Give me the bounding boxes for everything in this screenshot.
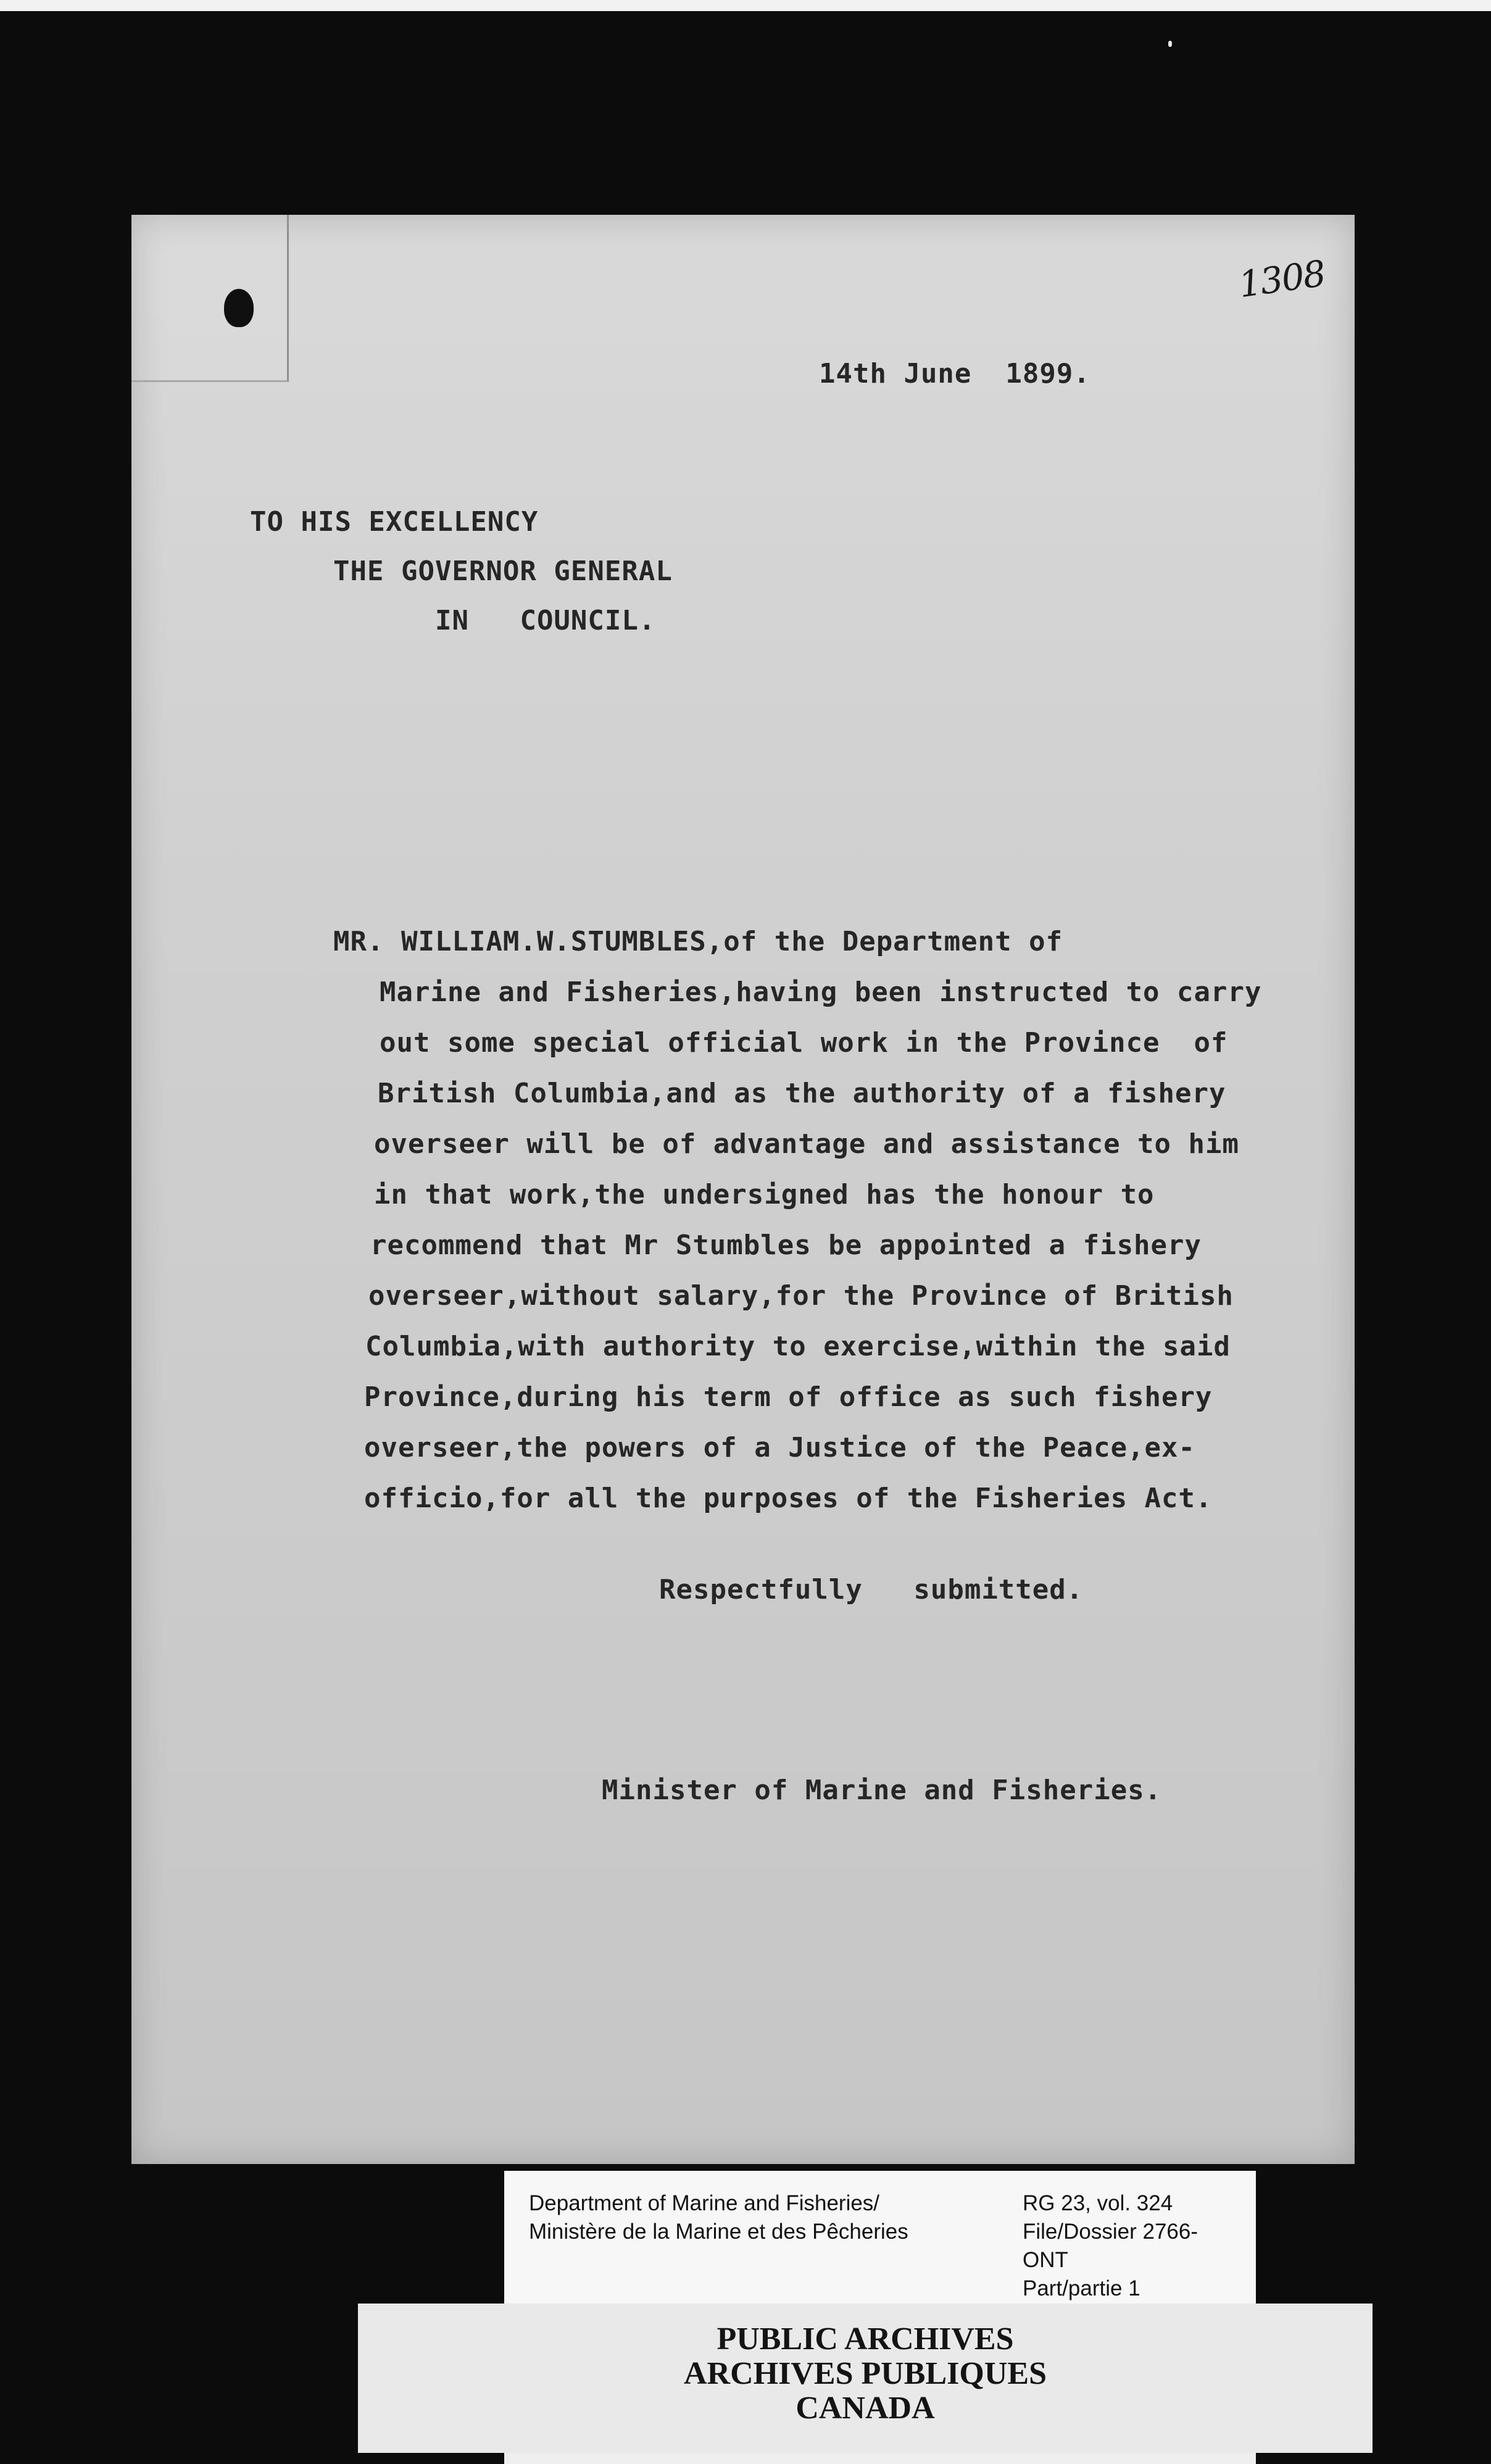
addressee-line-2: THE GOVERNOR GENERAL <box>333 556 673 587</box>
body-line: Marine and Fisheries,having been instructed to carry <box>380 976 1262 1008</box>
film-frame-edge <box>0 0 1491 11</box>
letter-date: 14th June 1899. <box>819 358 1090 389</box>
folded-corner <box>131 215 289 382</box>
addressee-line-3: IN COUNCIL. <box>435 605 656 636</box>
addressee-line-1: TO HIS EXCELLENCY <box>250 506 539 538</box>
stamp-line: PUBLIC ARCHIVES <box>716 2321 1014 2357</box>
body-line: officio,for all the purposes of the Fisheries Act. <box>364 1483 1213 1514</box>
body-line: overseer will be of advantage and assistance to him <box>374 1128 1240 1160</box>
department-line: Ministère de la Marine et des Pêcheries <box>529 2220 908 2244</box>
folio-number: 1308 <box>1236 252 1328 306</box>
reference-line: ONT <box>1023 2248 1068 2272</box>
reference-line: File/Dossier 2766- <box>1023 2220 1198 2244</box>
film-speck <box>1168 41 1172 47</box>
body-line: Columbia,with authority to exercise,within the said <box>365 1331 1231 1362</box>
body-line: overseer,without salary,for the Province of British <box>368 1280 1234 1312</box>
body-line: out some special official work in the Province of <box>380 1027 1228 1059</box>
reference-line: Part/partie 1 <box>1023 2276 1140 2300</box>
body-line: British Columbia,and as the authority of a fishery <box>378 1078 1226 1109</box>
film-frame-edge <box>504 2453 1256 2464</box>
body-line: in that work,the undersigned has the honour to <box>374 1179 1155 1210</box>
stamp-line: ARCHIVES PUBLIQUES <box>683 2356 1047 2391</box>
binder-hole <box>224 289 254 327</box>
reference-line: RG 23, vol. 324 <box>1023 2191 1173 2215</box>
body-line: recommend that Mr Stumbles be appointed a fishery <box>370 1230 1202 1261</box>
body-line: overseer,the powers of a Justice of the Peace,ex- <box>364 1432 1196 1463</box>
department-line: Department of Marine and Fisheries/ <box>529 2191 880 2215</box>
closing: Respectfully submitted. <box>659 1574 1084 1605</box>
stamp-line: CANADA <box>795 2391 935 2426</box>
body-line: MR. WILLIAM.W.STUMBLES,of the Department of <box>333 926 1063 957</box>
public-archives-stamp <box>358 2304 1373 2453</box>
signature-line: Minister of Marine and Fisheries. <box>602 1775 1162 1806</box>
file-reference <box>1023 2189 1198 2303</box>
archive-reference-label <box>504 2171 1256 2305</box>
body-line: Province,during his term of office as such fishery <box>364 1381 1213 1413</box>
department-name <box>529 2189 908 2246</box>
